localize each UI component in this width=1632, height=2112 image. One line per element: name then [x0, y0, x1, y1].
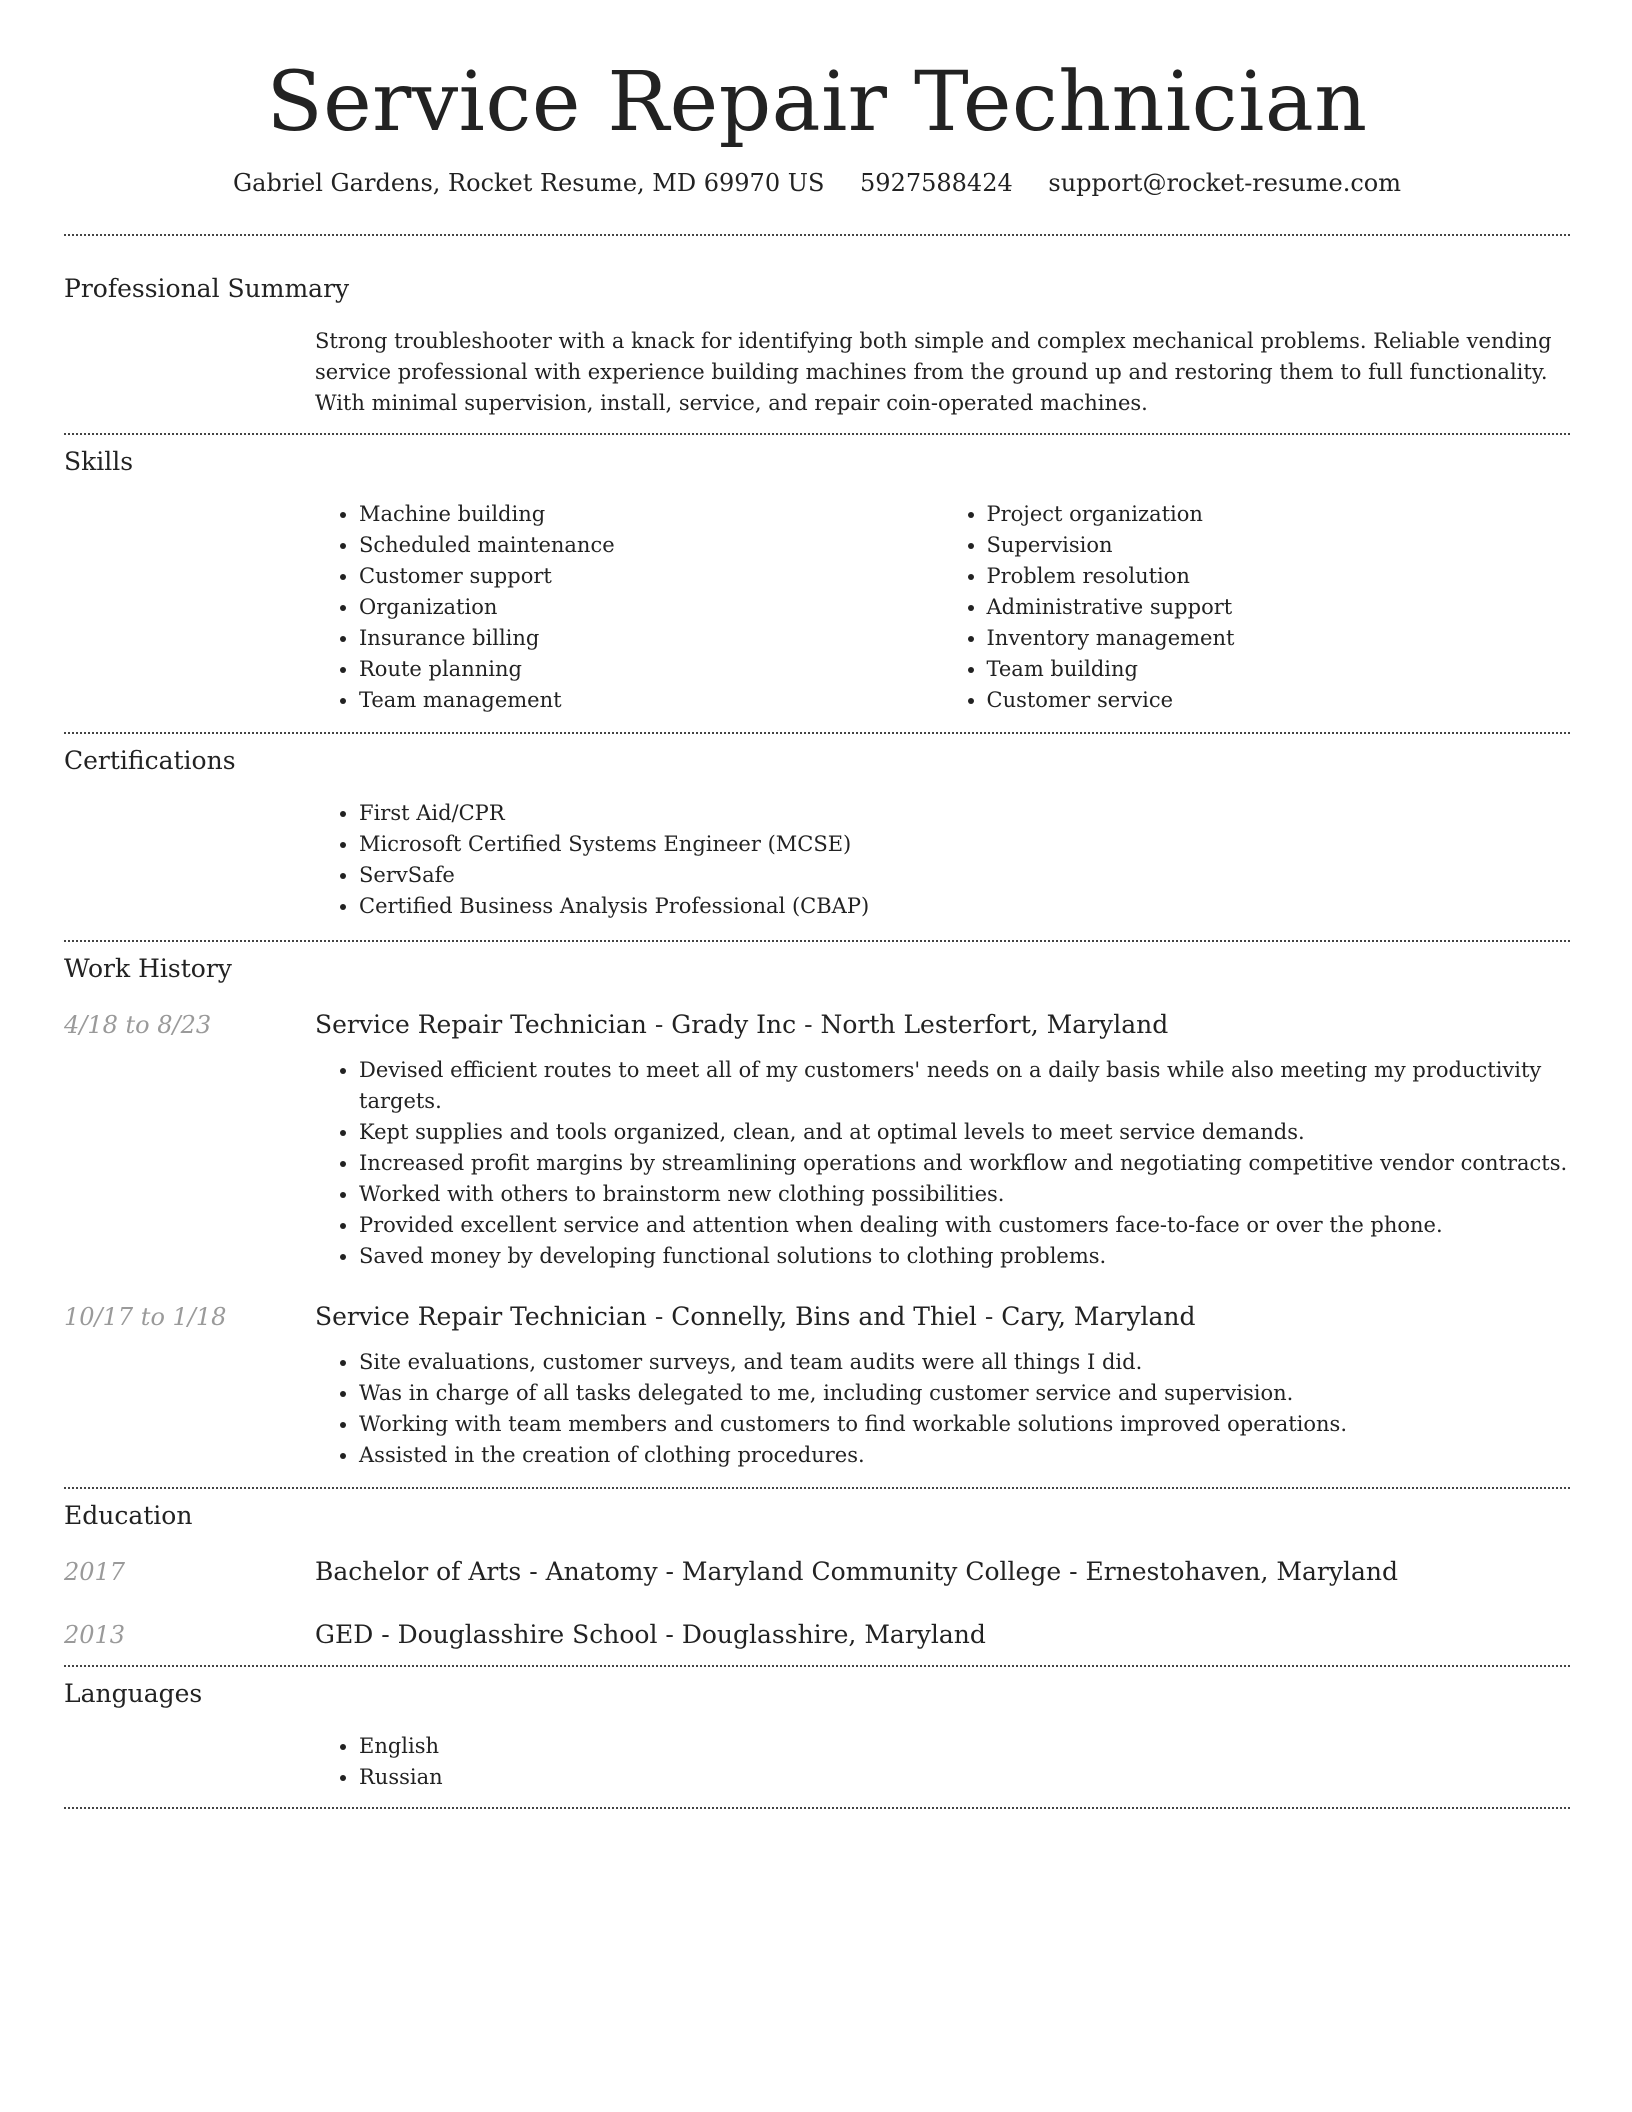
list-item: • Customer support — [359, 561, 943, 592]
list-item: • Site evaluations, customer surveys, and team audits were all things I did. — [359, 1347, 1570, 1378]
job-company: Grady Inc — [671, 1009, 797, 1039]
list-item: • Insurance billing — [359, 623, 943, 654]
job-entry — [64, 1302, 1570, 1487]
languages-heading: Languages — [64, 1678, 203, 1708]
list-item: • Kept supplies and tools organized, clean, and at optimal levels to meet service demands. — [359, 1117, 1570, 1148]
languages-section — [64, 1667, 1570, 1807]
education-heading: Education — [64, 1500, 193, 1530]
summary-heading: Professional Summary — [64, 273, 350, 303]
list-item: • Certified Business Analysis Professional (CBAP) — [359, 891, 1570, 922]
list-item: • Problem resolution — [987, 561, 1571, 592]
education-detail: GED - Douglasshire School - Douglasshire, Maryland — [315, 1619, 986, 1649]
job-title-line — [315, 1010, 1168, 1039]
education-entry — [64, 1620, 1570, 1665]
contact-email: support@rocket-resume.com — [1048, 169, 1401, 198]
job-bullets — [315, 1055, 1570, 1272]
separator: - — [646, 1009, 672, 1039]
skills-heading: Skills — [64, 446, 134, 476]
list-item: • Project organization — [987, 499, 1571, 530]
languages-content — [315, 1731, 1570, 1807]
list-item: • Assisted in the creation of clothing procedures. — [359, 1440, 1570, 1471]
list-item: • Administrative support — [987, 592, 1571, 623]
list-item: • Team management — [359, 685, 943, 716]
job-bullets — [315, 1347, 1570, 1471]
list-item: • Customer service — [987, 685, 1571, 716]
list-item: • English — [359, 1731, 1570, 1762]
resume-page — [64, 0, 1570, 1809]
certifications-list — [315, 798, 1570, 922]
job-header — [64, 1010, 1570, 1039]
list-item: • First Aid/CPR — [359, 798, 1570, 829]
list-item: • Working with team members and customers to find workable solutions improved operations. — [359, 1409, 1570, 1440]
list-item: • Devised efficient routes to meet all of my customers' needs on a daily basis while also meeting my productivity targets. — [359, 1055, 1570, 1117]
job-location: North Lesterfort, Maryland — [820, 1009, 1169, 1039]
skills-list-left — [315, 499, 943, 716]
job-company: Connelly, Bins and Thiel — [671, 1301, 977, 1331]
education-entry — [64, 1557, 1570, 1586]
summary-text: Strong troubleshooter with a knack for identifying both simple and complex mechanical problems. Reliable vending service professional with experience building machines from the ground up and restoring them to full functionality. With minimal supervision, install, service, and repair coin-operated machines. — [315, 328, 1552, 415]
certifications-heading: Certifications — [64, 745, 236, 775]
list-item: • Organization — [359, 592, 943, 623]
resume-title: Service Repair Technician — [266, 55, 1368, 150]
list-item: • Route planning — [359, 654, 943, 685]
list-item: • Inventory management — [987, 623, 1571, 654]
certifications-content — [315, 798, 1570, 940]
list-item: • Supervision — [987, 530, 1571, 561]
skills-columns — [315, 499, 1570, 732]
job-duties — [315, 1055, 1570, 1272]
list-item: • Team building — [987, 654, 1571, 685]
work-section — [64, 942, 1570, 1487]
contact-phone: 5927588424 — [860, 169, 1013, 198]
list-item: • Machine building — [359, 499, 943, 530]
education-year: 2017 — [64, 1557, 126, 1586]
contact-line — [64, 168, 1570, 199]
list-item: • Scheduled maintenance — [359, 530, 943, 561]
education-section — [64, 1489, 1570, 1665]
separator: - — [796, 1009, 821, 1039]
languages-list — [315, 1731, 1570, 1793]
list-item: • ServSafe — [359, 860, 1570, 891]
certifications-section — [64, 734, 1570, 940]
education-year: 2013 — [64, 1620, 126, 1649]
job-title: Service Repair Technician — [315, 1301, 647, 1331]
job-header — [64, 1302, 1570, 1331]
job-dates: 10/17 to 1/18 — [64, 1302, 227, 1331]
job-dates: 4/18 to 8/23 — [64, 1010, 212, 1039]
list-item: • Increased profit margins by streamlining operations and workflow and negotiating competitive vendor contracts. — [359, 1148, 1570, 1179]
list-item: • Russian — [359, 1762, 1570, 1793]
job-entry — [64, 1010, 1570, 1272]
summary-section — [64, 236, 1570, 433]
job-title-line — [315, 1302, 1195, 1331]
job-location: Cary, Maryland — [1001, 1301, 1196, 1331]
work-heading: Work History — [64, 953, 232, 983]
separator: - — [646, 1301, 672, 1331]
list-item: • Was in charge of all tasks delegated to me, including customer service and supervision. — [359, 1378, 1570, 1409]
list-item: • Worked with others to brainstorm new clothing possibilities. — [359, 1179, 1570, 1210]
contact-address: Gabriel Gardens, Rocket Resume, MD 69970 US — [233, 169, 825, 198]
job-duties — [315, 1347, 1570, 1487]
skills-section — [64, 435, 1570, 732]
list-item: • Provided excellent service and attention when dealing with customers face-to-face or over the phone. — [359, 1210, 1570, 1241]
list-item: • Microsoft Certified Systems Engineer (MCSE) — [359, 829, 1570, 860]
job-title: Service Repair Technician — [315, 1009, 647, 1039]
list-item: • Saved money by developing functional solutions to clothing problems. — [359, 1241, 1570, 1272]
separator: - — [976, 1301, 1002, 1331]
divider — [64, 1807, 1570, 1809]
education-detail: Bachelor of Arts - Anatomy - Maryland Community College - Ernestohaven, Maryland — [315, 1556, 1398, 1586]
skills-list-right — [943, 499, 1571, 716]
